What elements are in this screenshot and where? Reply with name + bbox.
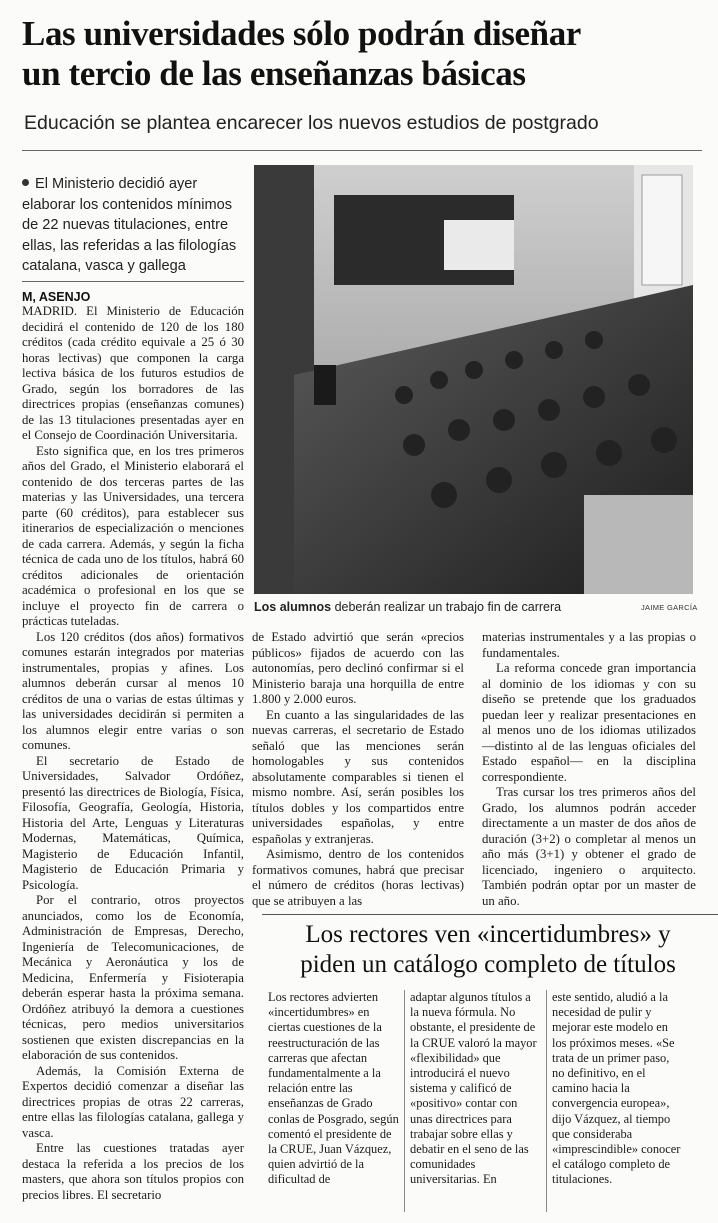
- subheadline: Educación se plantea encarecer los nuevos estudios de postgrado: [24, 112, 599, 134]
- sidebar-top-rule: [262, 914, 718, 915]
- byline: M, ASENJO: [22, 290, 91, 304]
- paragraph: adaptar algunos títulos a la nueva fórmula. No obstante, el presidente de la CRUE valoró la mayor «flexibilidad» que introducirá el nuevo sistema y calificó de «positivo» contar con unas directrices para trabajar sobre ellas y debatir en el seno de las comunidades universitarias. En: [410, 990, 537, 1187]
- sidebar-column-2: [410, 990, 542, 1188]
- column-divider: [546, 990, 547, 1212]
- photo-credit: JAIME GARCÍA: [641, 603, 698, 612]
- paragraph: Los rectores advierten «incertidumbres» en ciertas cuestiones de la reestructuración de las carreras que afectan fundamentalmente a la relación entre las enseñanzas de Grado conlas de Posgrado, según comentó el presidente de la CRUE, Juan Vázquez, quien advirtió de la dificultad de: [268, 990, 399, 1187]
- paragraph: este sentido, aludió a la necesidad de pulir y mejorar este modelo en los próximos meses. «Se trata de un primer paso, no definitivo, en el camino hacia la convergencia europea», dijo Vázquez, al tiempo que consideraba «imprescindible» conocer el catálogo completo de titulaciones.: [552, 990, 681, 1187]
- headline: [22, 14, 702, 94]
- caption-text: deberán realizar un trabajo fin de carrera: [331, 600, 562, 614]
- bullet-icon: [22, 179, 29, 186]
- summary-box: [22, 174, 244, 277]
- paragraph: En cuanto a las singularidades de las nuevas carreras, el secretario de Estado señaló que las menciones serán homologables y sus contenidos absolutamente comparables si tienen el mismo nombre. Así, serán posibles los títulos dobles y los compartidos entre universidades españolas, y entre españolas y extranjeras.: [252, 707, 464, 846]
- article-column-1: [22, 304, 244, 1203]
- article-column-3: [482, 630, 696, 909]
- paragraph: Asimismo, dentro de los contenidos formativos comunes, habrá que precisar el número de créditos (horas lectivas) que se atribuyen a las: [252, 847, 464, 908]
- sidebar-column-1: [268, 990, 400, 1188]
- sidebar-headline-line-1: Los rectores ven «incertidumbres» y: [305, 921, 671, 948]
- paragraph: materias instrumentales y a las propias o fundamentales.: [482, 630, 696, 660]
- sidebar-headline: [258, 920, 718, 980]
- paragraph: Por el contrario, otros proyectos anunciados, como los de Economía, Administración de Empresas, Derecho, Ingeniería de Telecomunicaciones, de Mecánica y Aeronáutica y los de Medicina, Enfermería y Fisioterapia deberán esperar hasta la próxima semana. Ordóñez atribuyó la demora a cuestiones técnicas, pero medios universitarios sostienen que existen discrepancias en la elaboración de sus contenidos.: [22, 893, 244, 1062]
- article-column-2: [252, 630, 464, 909]
- paragraph: Los 120 créditos (dos años) formativos comunes estarán integrados por materias instrumentales, propias y afines. Los alumnos deberán cursar al menos 10 créditos de una o varias de estas últimas y las universidades decidirán si permiten a los alumnos elegir entre varias o son comunes.: [22, 629, 244, 752]
- paragraph: de Estado advirtió que serán «precios públicos» fijados de acuerdo con las autonomías, pero declinó confirmar si el Ministerio baraja una horquilla de entre 1.800 y 2.000 euros.: [252, 630, 464, 706]
- paragraph: Esto significa que, en los tres primeros años del Grado, el Ministerio elaborará el contenido de dos terceras partes de las materias y las Universidades, una tercera parte (60 créditos), para establecer sus itinerarios de especialización o menciones de cada carrera. Además, y según la ficha técnica de cada uno de los títulos, habrá 60 créditos adicionales de orientación académica o profesional en los que se incluye el proyecto fin de carrera o prácticas tuteladas.: [22, 443, 244, 628]
- paragraph: Entre las cuestiones tratadas ayer destaca la referida a los precios de los masters, que ahora son títulos propios con precios libres. El secretario: [22, 1141, 244, 1202]
- headline-line-1: Las universidades sólo podrán diseñar: [22, 14, 581, 53]
- top-rule: [22, 150, 702, 151]
- paragraph: Además, la Comisión Externa de Expertos decidió comenzar a diseñar las directrices propias de otras 22 carreras, entre ellas las filologías catalana, gallega y vasca.: [22, 1063, 244, 1140]
- caption-bold: Los alumnos: [254, 600, 332, 614]
- summary-rule: [22, 281, 244, 282]
- column-divider: [404, 990, 405, 1212]
- paragraph: El secretario de Estado de Universidades, Salvador Ordóñez, presentó las directrices de Biología, Física, Filosofía, Geografía, Geología, Historia, Historia del Arte, Lenguas y Literaturas Modernas, Matemáticas, Química, Magisterio de Educación Infantil, Magisterio de Educación Primaria y Psicología.: [22, 753, 244, 892]
- headline-line-2: un tercio de las enseñanzas básicas: [22, 54, 526, 93]
- sidebar-column-3: [552, 990, 684, 1188]
- summary-text: El Ministerio decidió ayer elaborar los contenidos mínimos de 22 nuevas titulaciones, entre ellas, las referidas a las filologías catalana, vasca y gallega: [22, 176, 237, 275]
- paragraph: MADRID. El Ministerio de Educación decidirá el contenido de 120 de los 180 créditos (cada crédito equivale a 25 ó 30 horas lectivas) que componen la carga lectiva básica de los futuros estudios de Grado, según los borradores de las directrices propias (enseñanzas comunes) de las 13 titulaciones presentadas ayer en el Consejo de Coordinación Universitaria.: [22, 304, 244, 442]
- lecture-hall-photo: [254, 165, 693, 594]
- sidebar-headline-line-2: piden un catálogo completo de títulos: [300, 951, 676, 978]
- paragraph: Tras cursar los tres primeros años del Grado, los alumnos podrán acceder directamente a un master de dos años de duración (3+2) o completar al menos un año más (3+1) y obtener el grado de licenciado, ingeniero o arquitecto. También podrán optar por un master de un año.: [482, 785, 696, 908]
- paragraph: La reforma concede gran importancia al dominio de los idiomas y con su diseño se pretende que los graduados puedan leer y realizar presentaciones en al menos uno de los idiomas utilizados —distinto al de las lenguas oficiales del Estado español— en la disciplina correspondiente.: [482, 661, 696, 784]
